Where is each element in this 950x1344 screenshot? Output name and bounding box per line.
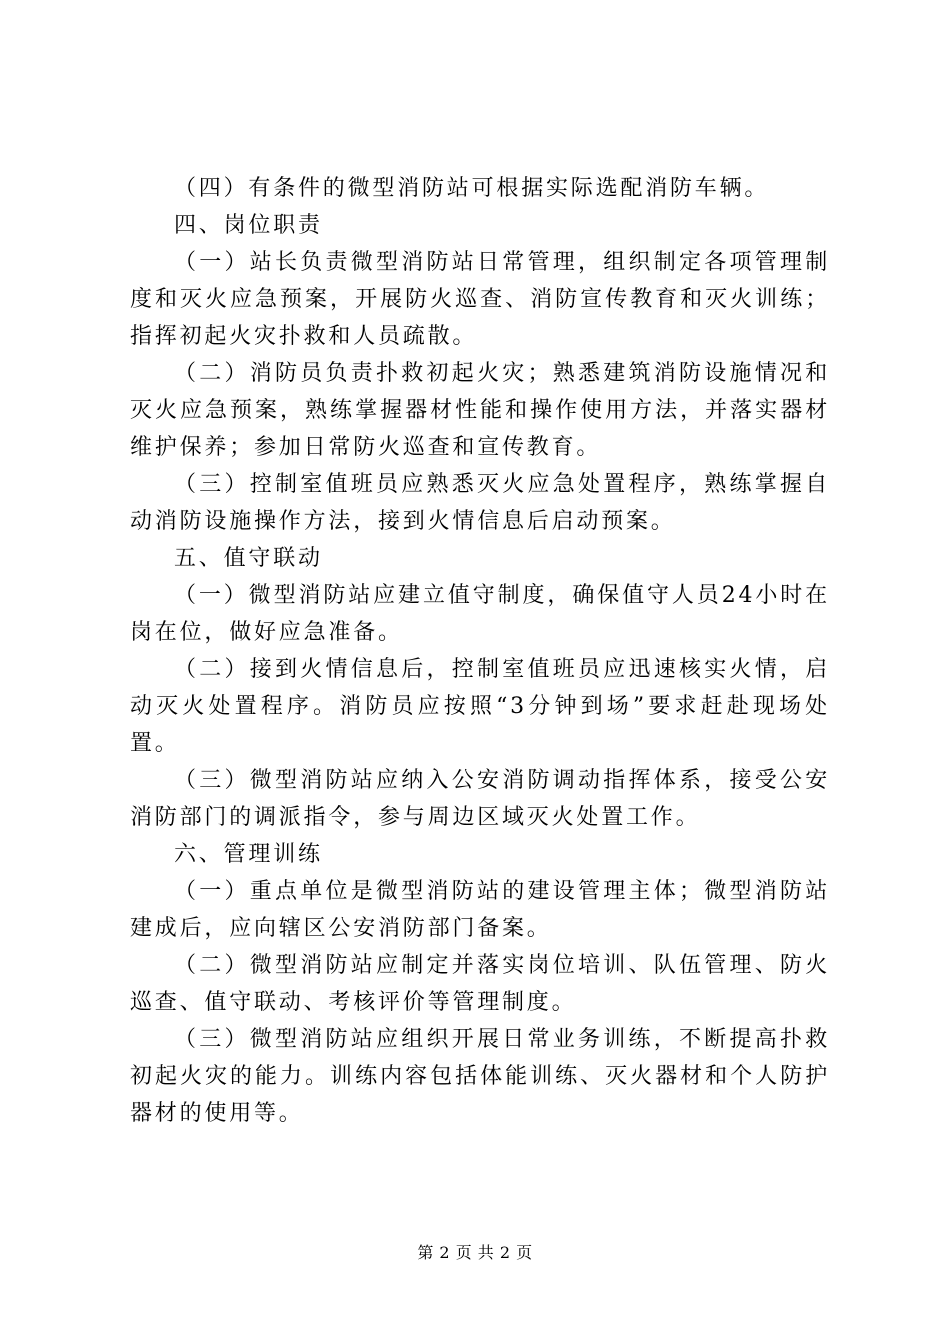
section-heading-duties: 四、岗位职责 [174, 213, 323, 238]
paragraph-firefighter: （二）消防员负责扑救初起火灾；熟悉建筑消防设施情况和灭火应急预案，熟练掌握器材性能和操作使用方法，并落实器材维护保养；参加日常防火巡查和宣传教育。 [130, 361, 830, 460]
paragraph-station-chief: （一）站长负责微型消防站日常管理，组织制定各项管理制度和灭火应急预案，开展防火巡查、消防宣传教育和灭火训练；指挥初起火灾扑救和人员疏散。 [130, 250, 830, 349]
paragraph-management-system: （二）微型消防站应制定并落实岗位培训、队伍管理、防火巡查、值守联动、考核评价等管理制度。 [130, 953, 830, 1015]
paragraph-dispatch: （三）微型消防站应纳入公安消防调动指挥体系，接受公安消防部门的调派指令，参与周边区域灭火处置工作。 [130, 768, 830, 830]
paragraph-management-body: （一）重点单位是微型消防站的建设管理主体；微型消防站建成后，应向辖区公安消防部门备案。 [130, 879, 830, 941]
document-body [130, 170, 830, 1132]
paragraph-control-room: （三）控制室值班员应熟悉灭火应急处置程序，熟练掌握自动消防设施操作方法，接到火情信息后启动预案。 [130, 472, 830, 534]
paragraph-vehicles: （四）有条件的微型消防站可根据实际选配消防车辆。 [174, 176, 770, 201]
section-heading-duty-linkage: 五、值守联动 [174, 546, 323, 571]
paragraph-duty-system: （一）微型消防站应建立值守制度，确保值守人员24小时在岗在位，做好应急准备。 [130, 583, 830, 645]
section-heading-management-training: 六、管理训练 [174, 842, 323, 867]
paragraph-training: （三）微型消防站应组织开展日常业务训练，不断提高扑救初起火灾的能力。训练内容包括体能训练、灭火器材和个人防护器材的使用等。 [130, 1027, 830, 1126]
paragraph-fire-response: （二）接到火情信息后，控制室值班员应迅速核实火情，启动灭火处置程序。消防员应按照“3分钟到场”要求赶赴现场处置。 [130, 657, 830, 756]
page-number-footer: 第 2 页 共 2 页 [417, 1243, 533, 1262]
